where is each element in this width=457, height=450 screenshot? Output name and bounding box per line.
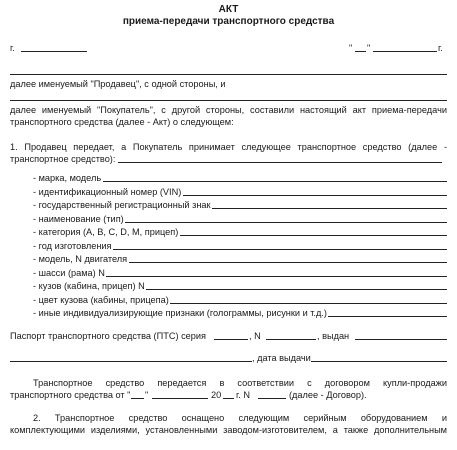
vehicle-field-label: - кузов (кабина, прицеп) N	[33, 281, 145, 291]
contract-text-part-b: "	[145, 390, 149, 400]
vehicle-field-label: - идентификационный номер (VIN)	[33, 186, 182, 197]
vehicle-field-row	[33, 294, 447, 306]
buyer-name-blank[interactable]	[10, 100, 447, 101]
buyer-designation-text: далее именуемый "Покупатель", с другой стороны, составили настоящий акт приема-передачи	[10, 105, 447, 115]
contract-text-part-e: (далее - Договор).	[289, 390, 367, 400]
vehicle-field-label: - иные индивидуализирующие признаки (голограммы, рисунки и т.д.)	[33, 308, 327, 318]
vehicle-field-label: - наименование (тип)	[33, 213, 124, 224]
city-prefix: г.	[10, 43, 15, 53]
date-quote-close: "	[367, 43, 371, 53]
vehicle-field-label: - государственный регистрационный знак	[33, 200, 211, 210]
contract-number-blank[interactable]	[258, 398, 286, 399]
clause-1-text: 1. Продавец передает, а Покупатель принимает следующее транспортное средство (далее -	[10, 142, 447, 152]
buyer-designation-text-cont: транспортного средства (далее - Акт) о следующем:	[10, 117, 234, 127]
pts-date-label: , дата выдачи	[252, 353, 311, 363]
clause-2-text-cont: комплектующими изделиями, установленными заводом-изготовителем, а также дополнительным	[10, 425, 447, 435]
clause-1-text-cont: транспортное средство):	[10, 154, 116, 164]
vehicle-field-label: - год изготовления	[33, 240, 112, 251]
vehicle-field-blank[interactable]	[146, 289, 447, 290]
vehicle-field-row	[33, 186, 447, 198]
vehicle-field-row	[33, 199, 447, 211]
vehicle-field-blank[interactable]	[180, 235, 447, 236]
contract-text-part-a: транспортного средства от "	[10, 390, 131, 400]
date-month-blank[interactable]	[373, 51, 437, 52]
vehicle-field-blank[interactable]	[113, 249, 447, 250]
vehicle-field-blank[interactable]	[328, 316, 447, 317]
vehicle-field-row	[33, 267, 447, 279]
vehicle-field-blank[interactable]	[125, 222, 447, 223]
city-blank[interactable]	[21, 51, 87, 52]
pts-number-label: , N	[249, 331, 261, 341]
vehicle-field-blank[interactable]	[103, 181, 447, 182]
contract-number-label: г. N	[236, 390, 250, 400]
seller-name-blank[interactable]	[10, 74, 447, 75]
date-quote-open: "	[349, 43, 353, 53]
pts-issued-by-blank[interactable]	[355, 339, 447, 340]
clause-1-blank[interactable]	[118, 162, 442, 163]
vehicle-field-row	[33, 240, 447, 252]
vehicle-field-label: - модель, N двигателя	[33, 254, 128, 264]
contract-year-prefix: 20	[211, 390, 222, 400]
document-subtitle: приема-передачи транспортного средства	[122, 16, 335, 27]
vehicle-field-blank[interactable]	[183, 195, 447, 196]
pts-issued-label: , выдан	[317, 331, 350, 341]
vehicle-field-label: - цвет кузова (кабины, прицепа)	[33, 294, 169, 305]
vehicle-field-label: - категория (A, B, C, D, M, прицеп)	[33, 227, 179, 237]
document-title: АКТ	[218, 4, 239, 15]
contract-month-blank[interactable]	[152, 398, 208, 399]
vehicle-field-blank[interactable]	[212, 208, 447, 209]
vehicle-field-blank[interactable]	[129, 262, 447, 263]
pts-number-blank[interactable]	[266, 339, 316, 340]
vehicle-field-row	[33, 226, 447, 238]
pts-date-blank[interactable]	[311, 361, 447, 362]
contract-year-blank[interactable]	[223, 398, 234, 399]
pts-issued-by-blank-cont[interactable]	[10, 361, 252, 362]
pts-series-blank[interactable]	[214, 339, 248, 340]
vehicle-field-row	[33, 213, 447, 225]
vehicle-field-label: - шасси (рама) N	[33, 267, 105, 278]
vehicle-field-blank[interactable]	[170, 303, 447, 304]
date-year-suffix: г.	[438, 43, 443, 53]
pts-label: Паспорт транспортного средства (ПТС) серия	[10, 331, 207, 341]
vehicle-field-row	[33, 172, 447, 184]
vehicle-field-label: - марка, модель	[33, 173, 102, 183]
date-day-blank[interactable]	[355, 51, 366, 52]
vehicle-field-row	[33, 253, 447, 265]
vehicle-field-row	[33, 307, 447, 319]
seller-designation-text: далее именуемый "Продавец", с одной стороны, и	[10, 79, 226, 89]
contract-text: Транспортное средство передается в соответствии с договором купли-продажи	[33, 378, 447, 388]
vehicle-field-row	[33, 280, 447, 292]
vehicle-field-blank[interactable]	[106, 276, 447, 277]
contract-day-blank[interactable]	[131, 398, 144, 399]
clause-2-text: 2. Транспортное средство оснащено следующим серийным оборудованием и	[33, 413, 447, 423]
